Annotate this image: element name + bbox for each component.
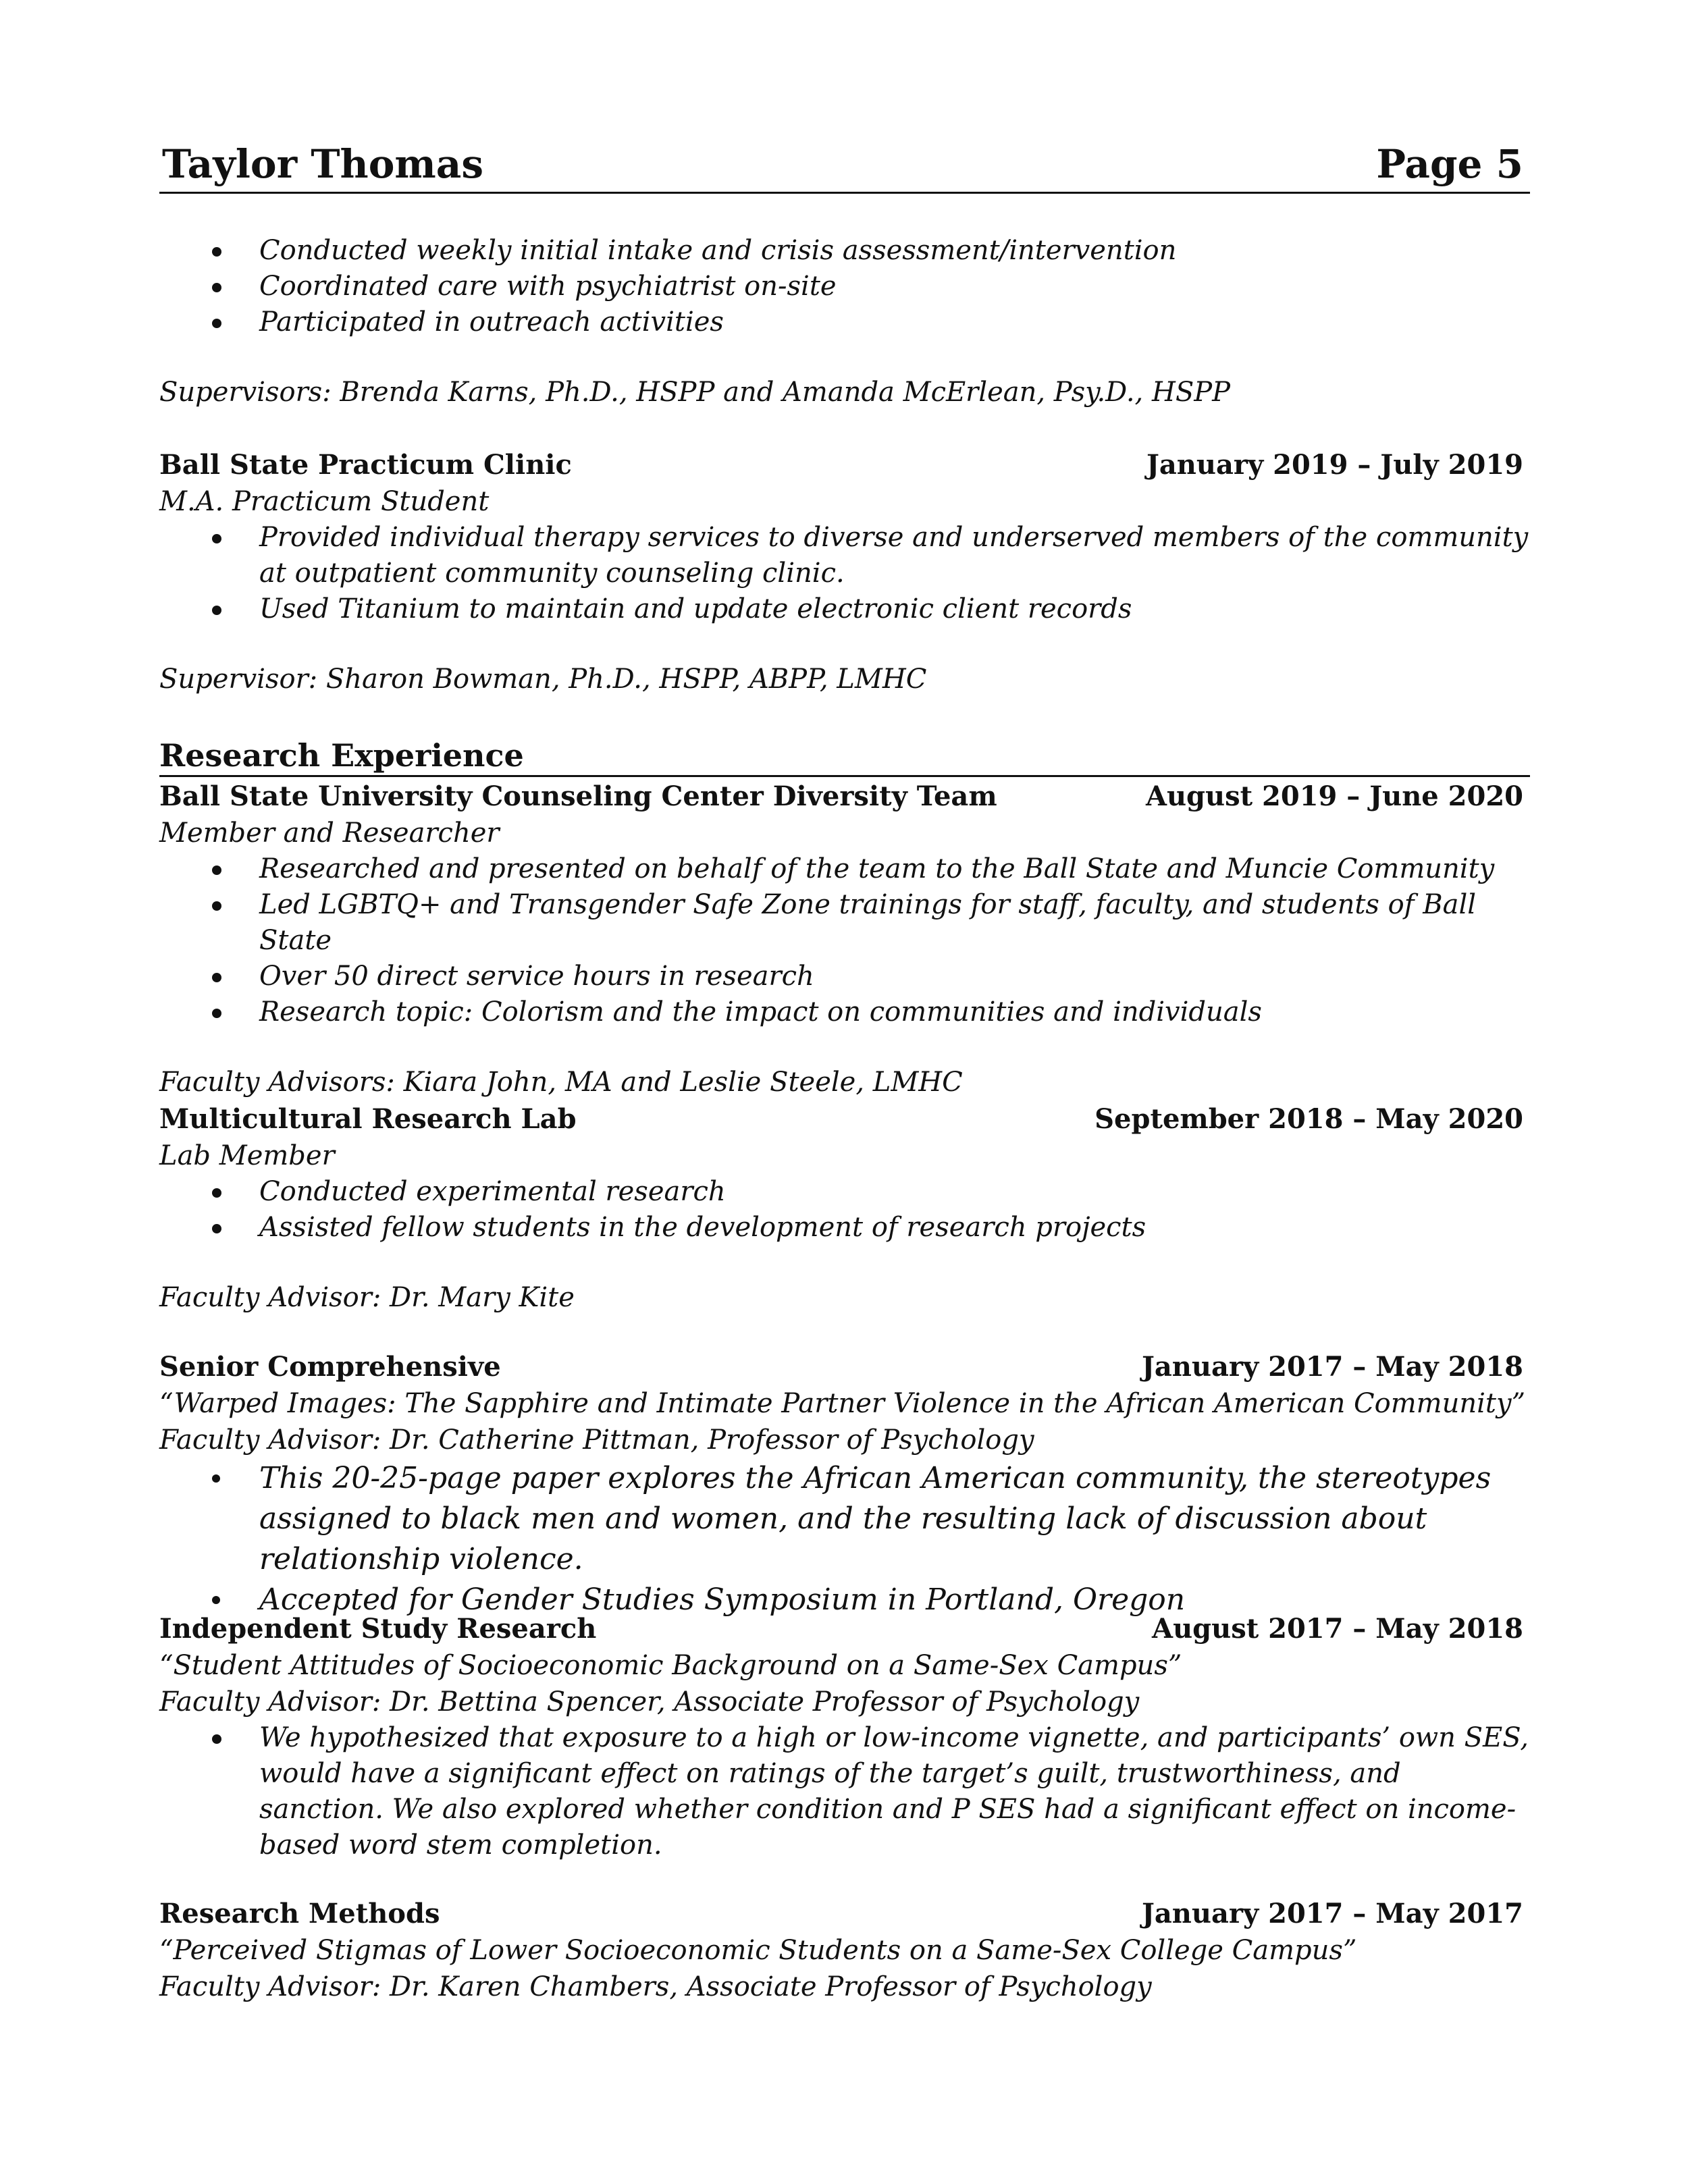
advisor-line: Faculty Advisor: Dr. Mary Kite [159, 1282, 575, 1313]
entry-independent-study [159, 1611, 1530, 1863]
bullet-icon [212, 247, 221, 257]
entry-dates: January 2017 – May 2017 [1141, 1898, 1523, 1929]
page-number: Page 5 [1376, 141, 1523, 187]
list-item: This 20-25-page paper explores the African American community, the stereotypes assigned to black men and women, and the resulting lack of discussion about relationship violence. [159, 1458, 1530, 1580]
entry-dates: August 2017 – May 2018 [1152, 1613, 1523, 1645]
bullet-list [159, 233, 1530, 340]
entry-title: Senior Comprehensive [159, 1351, 501, 1383]
bullet-list [159, 1174, 1530, 1246]
entry-title: Multicultural Research Lab [159, 1103, 577, 1135]
bullet-icon [212, 1188, 221, 1198]
bullet-icon [212, 283, 221, 292]
list-item: Research topic: Colorism and the impact on communities and individuals [159, 994, 1530, 1030]
bullet-icon [212, 1596, 220, 1604]
entry-senior-comprehensive [159, 1349, 1530, 1620]
bullet-icon [212, 534, 221, 543]
entry-role: M.A. Practicum Student [159, 486, 490, 517]
list-item: Accepted for Gender Studies Symposium in Portland, Oregon [159, 1580, 1530, 1620]
entry-dates: August 2019 – June 2020 [1145, 780, 1523, 812]
entry-research-methods [159, 1896, 1530, 2005]
bullet-list [159, 520, 1530, 627]
supervisors-line: Supervisors: Brenda Karns, Ph.D., HSPP and Amanda McErlean, Psy.D., HSPP [159, 377, 1231, 408]
advisors-line: Faculty Advisors: Kiara John, MA and Leslie Steele, LMHC [159, 1067, 963, 1098]
bullet-icon [212, 1474, 220, 1483]
bullet-icon [212, 606, 221, 615]
bullet-list [159, 1720, 1530, 1863]
advisor-line: Faculty Advisor: Dr. Bettina Spencer, Associate Professor of Psychology [159, 1686, 1140, 1717]
list-item: Provided individual therapy services to diverse and underserved members of the community at outpatient community counseling clinic. [159, 520, 1530, 591]
entry-role: Member and Researcher [159, 818, 500, 849]
entry-title: Ball State Practicum Clinic [159, 449, 572, 481]
paper-title: “Student Attitudes of Socioeconomic Background on a Same-Sex Campus” [159, 1650, 1182, 1681]
supervisor-line: Supervisor: Sharon Bowman, Ph.D., HSPP, ABPP, LMHC [159, 664, 927, 695]
entry-dates: January 2019 – July 2019 [1146, 449, 1523, 481]
bullet-icon [212, 319, 221, 328]
advisor-line: Faculty Advisor: Dr. Catherine Pittman, Professor of Psychology [159, 1424, 1034, 1456]
list-item: Participated in outreach activities [159, 304, 1530, 340]
entry-diversity-team [159, 778, 1530, 1100]
list-item: Used Titanium to maintain and update electronic client records [159, 591, 1530, 627]
bullet-icon [212, 1224, 221, 1233]
entry-title: Independent Study Research [159, 1613, 597, 1645]
bullet-list [159, 851, 1530, 1030]
advisor-line: Faculty Advisor: Dr. Karen Chambers, Associate Professor of Psychology [159, 1971, 1152, 2002]
entry-dates: September 2018 – May 2020 [1094, 1103, 1523, 1135]
paper-title: “Warped Images: The Sapphire and Intimate Partner Violence in the African American Community” [159, 1388, 1526, 1419]
list-item: We hypothesized that exposure to a high or low-income vignette, and participants’ own SES, would have a significant effect on ratings of the target’s guilt, trustworthiness, and sanction. We also explored whether condition and P SES had a significant effect on income-based word stem completion. [159, 1720, 1530, 1863]
bullet-icon [212, 973, 221, 982]
page-header [159, 135, 1530, 194]
bullet-icon [212, 1009, 221, 1018]
bullet-icon [212, 901, 221, 911]
entry-dates: January 2017 – May 2018 [1141, 1351, 1523, 1383]
list-item: Led LGBTQ+ and Transgender Safe Zone trainings for staff, faculty, and students of Ball State [159, 887, 1530, 959]
continued-entry [159, 233, 1530, 410]
section-heading: Research Experience [159, 735, 1530, 777]
list-item: Over 50 direct service hours in research [159, 959, 1530, 994]
candidate-name: Taylor Thomas [162, 141, 483, 187]
entry-role: Lab Member [159, 1140, 335, 1171]
entry-multicultural-lab [159, 1101, 1530, 1316]
entry-title: Ball State University Counseling Center Diversity Team [159, 780, 997, 812]
entry-title: Research Methods [159, 1898, 440, 1929]
paper-title: “Perceived Stigmas of Lower Socioeconomic Students on a Same-Sex College Campus” [159, 1935, 1357, 1966]
bullet-icon [212, 865, 221, 875]
bullet-list [159, 1458, 1530, 1620]
list-item: Conducted weekly initial intake and crisis assessment/intervention [159, 233, 1530, 269]
list-item: Conducted experimental research [159, 1174, 1530, 1210]
bullet-icon [212, 1734, 221, 1744]
list-item: Coordinated care with psychiatrist on-site [159, 269, 1530, 304]
list-item: Researched and presented on behalf of the team to the Ball State and Muncie Community [159, 851, 1530, 887]
list-item: Assisted fellow students in the development of research projects [159, 1210, 1530, 1246]
entry-practicum [159, 447, 1530, 697]
